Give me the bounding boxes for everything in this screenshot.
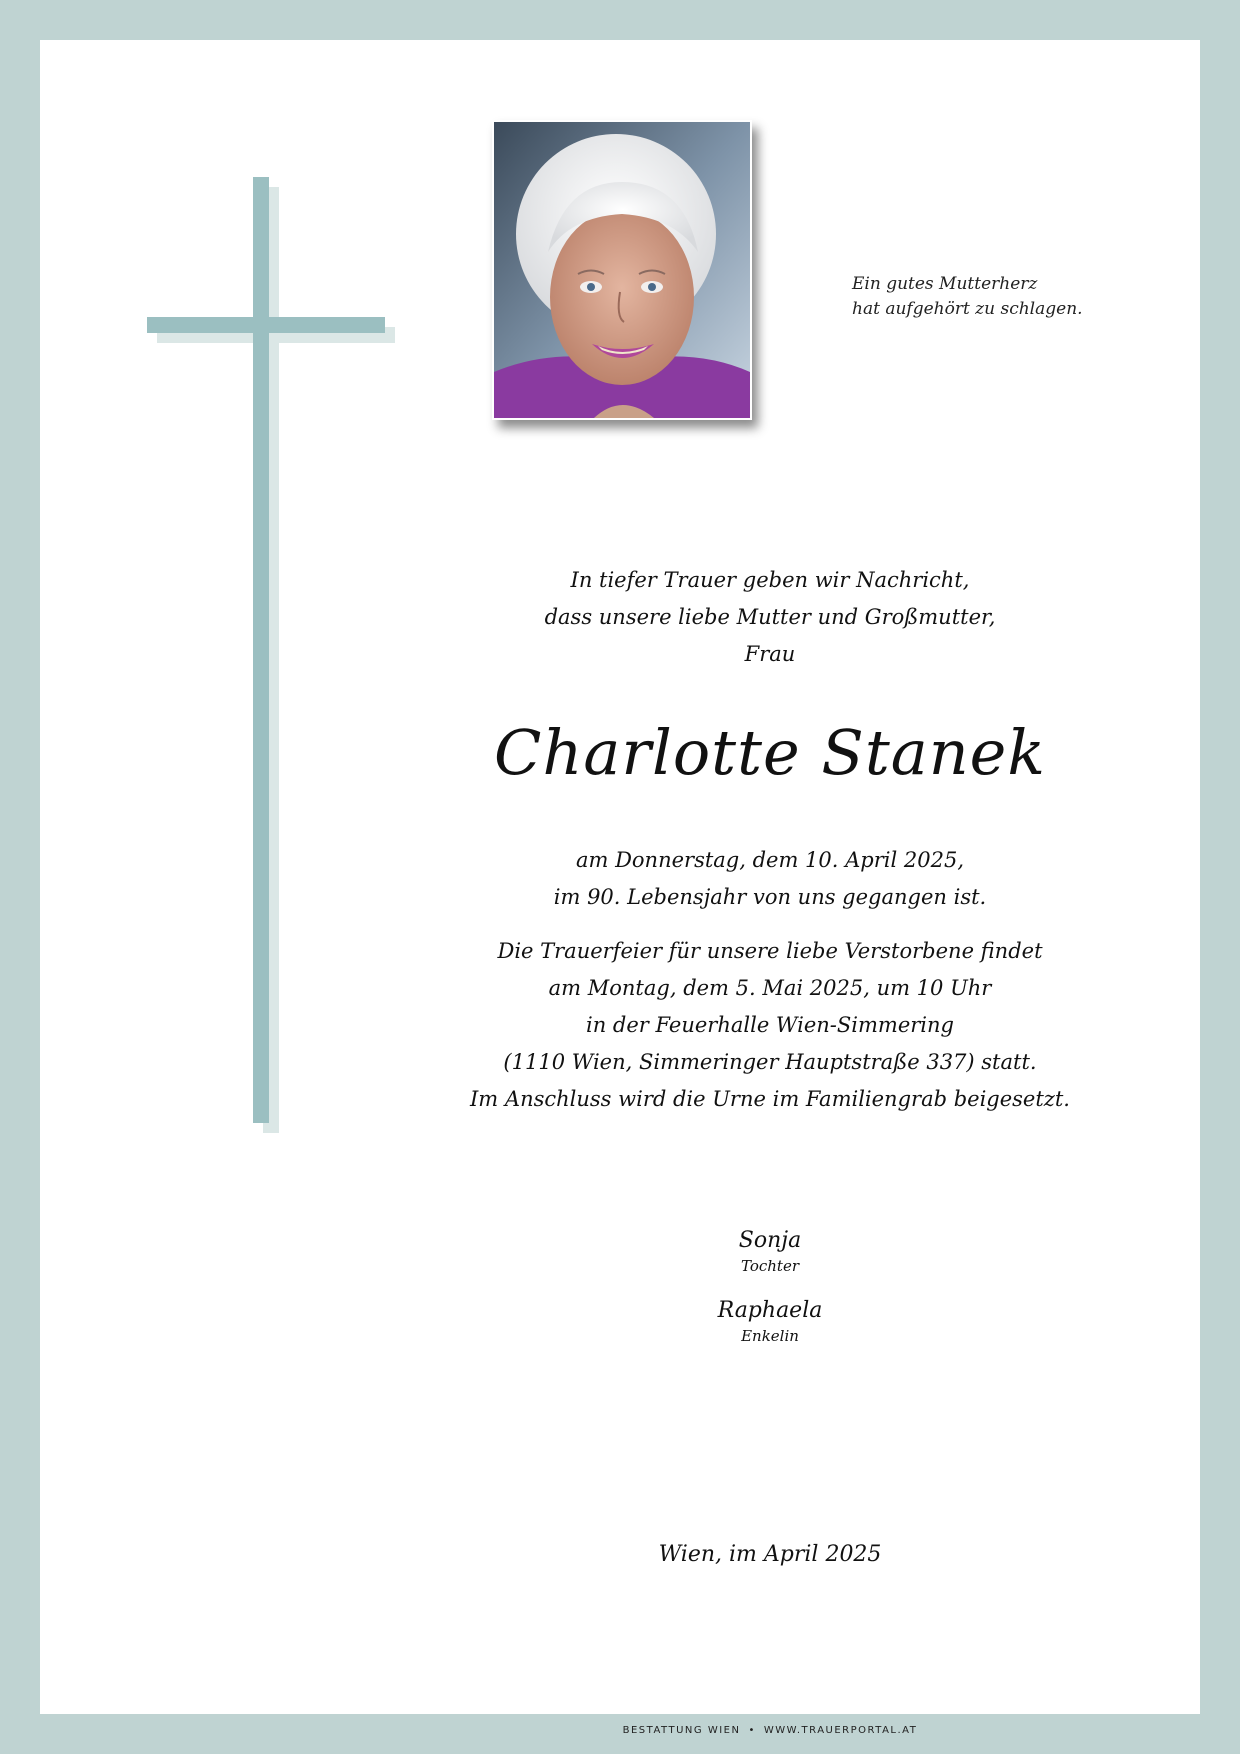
footer — [360, 1724, 1180, 1738]
intro-line: Frau — [744, 642, 796, 666]
ceremony-line: Die Trauerfeier für unsere liebe Verstorbene findet — [497, 939, 1043, 963]
quote-line: Ein gutes Mutterherz — [852, 274, 1038, 294]
portrait-photo — [492, 120, 752, 420]
intro-text — [360, 562, 1180, 673]
deceased-name: Charlotte Stanek — [494, 716, 1046, 789]
death-line: am Donnerstag, dem 10. April 2025, — [575, 848, 965, 872]
ceremony-line: (1110 Wien, Simmeringer Hauptstraße 337) statt. — [503, 1050, 1037, 1074]
funeral-ceremony-info — [360, 933, 1180, 1118]
portrait-image — [494, 122, 750, 418]
place-date: Wien, im April 2025 — [658, 1542, 882, 1567]
cross-horizontal-beam — [147, 317, 385, 333]
quote — [852, 272, 1152, 322]
quote-line: hat aufgehört zu schlagen. — [852, 299, 1083, 319]
footer-website: WWW.TRAUERPORTAL.AT — [763, 1725, 918, 1736]
mourner-relation: Enkelin — [741, 1327, 799, 1345]
ceremony-line: in der Feuerhalle Wien-Simmering — [586, 1013, 954, 1037]
mourner-name: Sonja — [738, 1228, 802, 1253]
death-line: im 90. Lebensjahr von uns gegangen ist. — [553, 885, 987, 909]
intro-line: In tiefer Trauer geben wir Nachricht, — [570, 568, 970, 592]
mourners-list — [360, 1226, 1180, 1366]
mourner-relation: Tochter — [740, 1257, 799, 1275]
footer-separator: • — [748, 1725, 756, 1736]
footer-company: BESTATTUNG WIEN — [622, 1725, 741, 1736]
intro-line: dass unsere liebe Mutter und Großmutter, — [544, 605, 996, 629]
ceremony-line: am Montag, dem 5. Mai 2025, um 10 Uhr — [548, 976, 992, 1000]
obituary-page — [40, 40, 1200, 1736]
mourner — [360, 1226, 1180, 1276]
ceremony-line: Im Anschluss wird die Urne im Familiengrab beigesetzt. — [470, 1087, 1070, 1111]
death-notice — [360, 842, 1180, 916]
mourner-name: Raphaela — [717, 1298, 823, 1323]
mourner — [360, 1296, 1180, 1346]
